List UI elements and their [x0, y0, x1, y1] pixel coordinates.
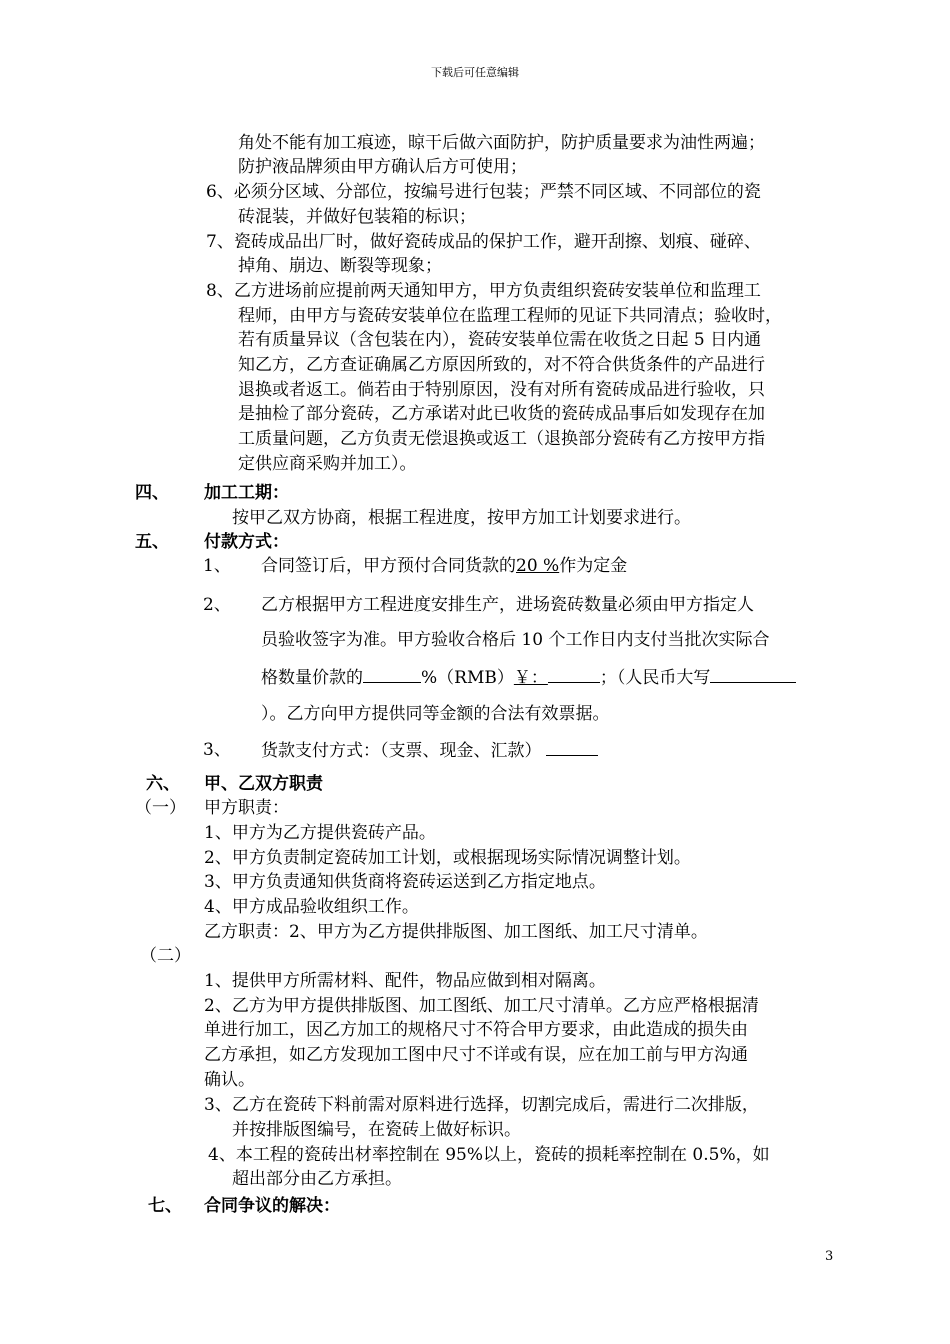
- paragraph-line: 乙方承担，如乙方发现加工图中尺寸不详或有误，应在加工前与甲方沟通: [204, 1045, 748, 1065]
- amount-words-blank[interactable]: [710, 665, 796, 683]
- paragraph-line: 砖混装，并做好包装箱的标识；: [238, 207, 476, 227]
- section-5-title: 付款方式：: [204, 532, 289, 552]
- subsection-2-number: （二）: [140, 946, 191, 966]
- list-item-7: 7、瓷砖成品出厂时，做好瓷砖成品的保护工作，避开刮擦、划痕、碰碎、: [206, 232, 761, 252]
- duty-item: 1、提供甲方所需材料、配件，物品应做到相对隔离。: [204, 971, 606, 991]
- duty-item: 3、甲方负责通知供货商将瓷砖运送到乙方指定地点。: [204, 872, 606, 892]
- duty-item: 2、乙方为甲方提供排版图、加工图纸、加工尺寸清单。乙方应严格根据清: [204, 996, 759, 1016]
- duty-item: 4、本工程的瓷砖出材率控制在 95%以上，瓷砖的损耗率控制在 0.5%，如: [208, 1145, 770, 1165]
- payment-item-2-line: 格数量价款的 %（RMB）￥： ；（人民币大写: [261, 665, 796, 690]
- duty-item: 2、甲方负责制定瓷砖加工计划，或根据现场实际情况调整计划。: [204, 848, 691, 868]
- list-item-8: 8、乙方进场前应提前两天通知甲方，甲方负责组织瓷砖安装单位和监理工: [206, 281, 761, 301]
- duty-item: 4、甲方成品验收组织工作。: [204, 897, 419, 917]
- page-number: 3: [825, 1249, 834, 1264]
- paragraph-line: 并按排版图编号，在瓷砖上做好标识。: [232, 1120, 521, 1140]
- section-4-number: 四、: [135, 483, 169, 503]
- duty-item: 乙方职责：2、甲方为乙方提供排版图、加工图纸、加工尺寸清单。: [204, 922, 708, 942]
- paragraph-line: 程师，由甲方与瓷砖安装单位在监理工程师的见证下共同清点；验收时，: [238, 306, 782, 326]
- section-4-title: 加工工期：: [204, 483, 289, 503]
- paragraph-line: 单进行加工，因乙方加工的规格尺寸不符合甲方要求，由此造成的损失由: [204, 1020, 748, 1040]
- paragraph-line: 定供应商采购并加工）。: [238, 454, 417, 474]
- duty-item: 1、甲方为乙方提供瓷砖产品。: [204, 823, 436, 843]
- payment-item-1-number: 1、: [203, 556, 231, 576]
- payment-item-2-line: ）。乙方向甲方提供同等金额的合法有效票据。: [261, 704, 610, 724]
- paragraph-line: 工质量问题，乙方负责无偿退换或返工（退换部分瓷砖有乙方按甲方指: [238, 429, 765, 449]
- paragraph-line: 超出部分由乙方承担。: [232, 1169, 402, 1189]
- payment-method-blank[interactable]: [546, 738, 598, 756]
- payment-item-2-number: 2、: [203, 595, 231, 615]
- section-7-title: 合同争议的解决：: [204, 1196, 340, 1216]
- payment-item-2-line: 员验收签字为准。甲方验收合格后 10 个工作日内支付当批次实际合: [261, 630, 770, 650]
- payment-item-3: 货款支付方式：（支票、现金、汇款）: [261, 738, 598, 763]
- section-4-body: 按甲乙双方协商，根据工程进度，按甲方加工计划要求进行。: [232, 508, 691, 528]
- paragraph-line: 防护液品牌须由甲方确认后方可使用；: [238, 157, 527, 177]
- list-item-6: 6、必须分区域、分部位，按编号进行包装；严禁不同区域、不同部位的瓷: [206, 182, 761, 202]
- subsection-1-number: （一）: [135, 798, 186, 818]
- payment-item-2-line: 乙方根据甲方工程进度安排生产，进场瓷砖数量必须由甲方指定人: [261, 595, 754, 615]
- section-6-title: 甲、乙双方职责: [204, 774, 323, 794]
- percent-blank[interactable]: [363, 665, 421, 683]
- paragraph-line: 确认。: [204, 1070, 255, 1090]
- page-header: 下载后可任意编辑: [431, 66, 519, 79]
- deposit-percent: 20 %: [516, 556, 560, 576]
- payment-item-1: 合同签订后，甲方预付合同货款的20 %作为定金: [261, 556, 628, 576]
- paragraph-line: 角处不能有加工痕迹，晾干后做六面防护，防护质量要求为油性两遍；: [238, 133, 765, 153]
- amount-blank[interactable]: [548, 665, 600, 683]
- duty-item: 3、乙方在瓷砖下料前需对原料进行选择，切割完成后，需进行二次排版，: [204, 1095, 759, 1115]
- paragraph-line: 退换或者返工。倘若由于特别原因，没有对所有瓷砖成品进行验收，只: [238, 380, 765, 400]
- subsection-1-title: 甲方职责：: [204, 798, 289, 818]
- paragraph-line: 知乙方，乙方查证确属乙方原因所致的，对不符合供货条件的产品进行: [238, 355, 765, 375]
- section-5-number: 五、: [135, 532, 169, 552]
- paragraph-line: 掉角、崩边、断裂等现象；: [238, 256, 442, 276]
- section-6-number: 六、: [146, 774, 180, 794]
- payment-item-3-number: 3、: [203, 740, 231, 760]
- paragraph-line: 是抽检了部分瓷砖，乙方承诺对此已收货的瓷砖成品事后如发现存在加: [238, 404, 765, 424]
- paragraph-line: 若有质量异议（含包装在内），瓷砖安装单位需在收货之日起 5 日内通: [238, 330, 762, 350]
- section-7-number: 七、: [148, 1196, 182, 1216]
